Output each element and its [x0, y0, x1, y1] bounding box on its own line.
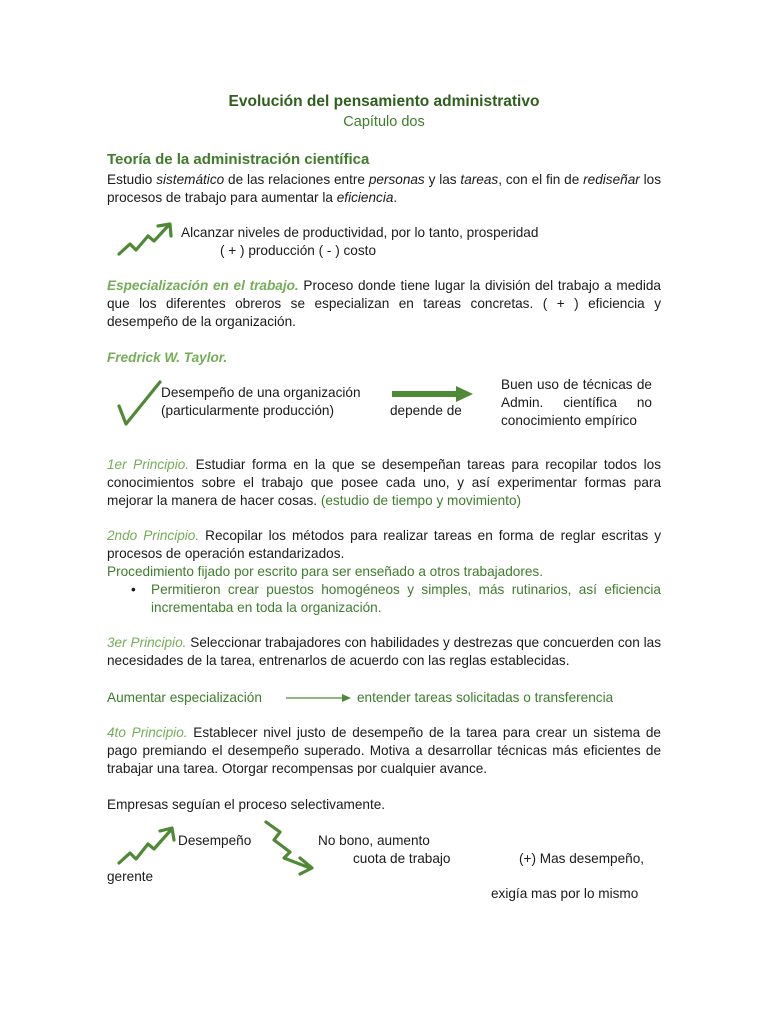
intro-text: de las relaciones entre [224, 172, 369, 187]
intro-emphasis: rediseñar [583, 172, 640, 187]
intro-text: , con el fin de [498, 172, 584, 187]
taylor-right-text: Buen uso de técnicas de Admin. científica no conocimiento empírico [501, 377, 652, 428]
flow-left: Aumentar especialización [107, 690, 262, 705]
thin-right-arrow-icon [286, 692, 352, 704]
intro-emphasis: tareas [460, 172, 499, 187]
principle-1-label: 1er Principio. [107, 457, 190, 472]
principle-2-label: 2ndo Principio. [107, 528, 200, 543]
page-title: Evolución del pensamiento administrativo [228, 93, 540, 110]
intro-paragraph [107, 171, 661, 207]
no-bono-label: No bono, aumento [318, 833, 430, 848]
taylor-label: Fredrick W. Taylor. [107, 350, 228, 365]
principle-4-paragraph [107, 724, 661, 778]
principle-2-bullet-list [107, 581, 661, 617]
principle-3-text: Seleccionar trabajadores con habilidades y destrezas que concuerden con las necesidades de la tarea, entrenarlos de acuerdo con las reglas establecidas. [107, 635, 661, 668]
intro-text: los procesos de trabajo para aumentar la [107, 172, 662, 205]
principle-4-text: Establecer nivel justo de desempeño de la tarea para crear un sistema de pago premiando el desempeño superado. Motiva a desarrollar técnicas más eficientes de trabajar una tarea. Otorgar recompensas por cualquier avance. [107, 725, 661, 776]
thick-right-arrow-icon [392, 385, 474, 403]
principle-2-text: Recopilar los métodos para realizar tareas en forma de reglar escritas y procesos de operación estandarizados. [107, 528, 661, 561]
zigzag-up-arrow-icon [116, 823, 184, 869]
principle-3-paragraph [107, 634, 661, 670]
cuota-label: cuota de trabajo [353, 851, 451, 866]
intro-text: y las [424, 172, 461, 187]
page-subtitle: Capítulo dos [343, 114, 425, 130]
gerente-label: gerente [107, 869, 154, 884]
depends-label: depende de [390, 403, 462, 418]
list-item: • Permitieron crear puestos homogéneos y simples, más rutinarios, así eficiencia incrementaba en toda la organización. [107, 581, 661, 617]
principle-1-note: (estudio de tiempo y movimiento) [320, 493, 522, 508]
intro-emphasis: personas [368, 172, 425, 187]
desempeno-label: Desempeño [178, 833, 252, 848]
especializacion-label: Especialización en el trabajo. [107, 278, 299, 293]
mas-desempeno-label: (+) Mas desempeño, [519, 851, 645, 866]
principle-1-text: Estudiar forma en la que se desempeñan tareas para recopilar todos los conocimientos sobre el trabajo que posee cada uno, y así experimentar formas para mejorar la manera de hacer cosas. [107, 457, 661, 508]
exigia-label: exigía mas por lo mismo [491, 886, 639, 901]
taylor-left-line-2: (particularmente producción) [161, 403, 335, 418]
intro-text: Estudio [107, 172, 157, 187]
principle-1-paragraph [107, 456, 661, 510]
principle-2-paragraph [107, 527, 661, 563]
principle-2-note: Procedimiento fijado por escrito para ser enseñado a otros trabajadores. [107, 564, 544, 579]
goal-line-1: Alcanzar niveles de productividad, por lo tanto, prosperidad [181, 225, 539, 240]
goal-line-2: ( + ) producción ( - ) costo [220, 243, 377, 258]
flow-right: entender tareas solicitadas o transferencia [357, 690, 614, 705]
zigzag-down-arrow-icon [262, 818, 320, 878]
closing-sentence: Empresas seguían el proceso selectivamente. [107, 797, 386, 812]
intro-emphasis: eficiencia [336, 190, 394, 205]
zigzag-up-arrow-icon [116, 216, 184, 260]
especializacion-paragraph [107, 277, 661, 331]
section-heading: Teoría de la administración científica [107, 151, 370, 168]
taylor-left-line-1: Desempeño de una organización [161, 385, 361, 400]
especializacion-text: Proceso donde tiene lugar la división del trabajo a medida que los diferentes obreros se especializan en tareas concretas. ( + ) eficiencia y desempeño de la organización. [107, 278, 661, 329]
principle-4-label: 4to Principio. [107, 725, 188, 740]
checkmark-icon [116, 376, 164, 428]
intro-text: . [393, 190, 398, 205]
intro-emphasis: sistemático [156, 172, 225, 187]
principle-3-label: 3er Principio. [107, 635, 187, 650]
